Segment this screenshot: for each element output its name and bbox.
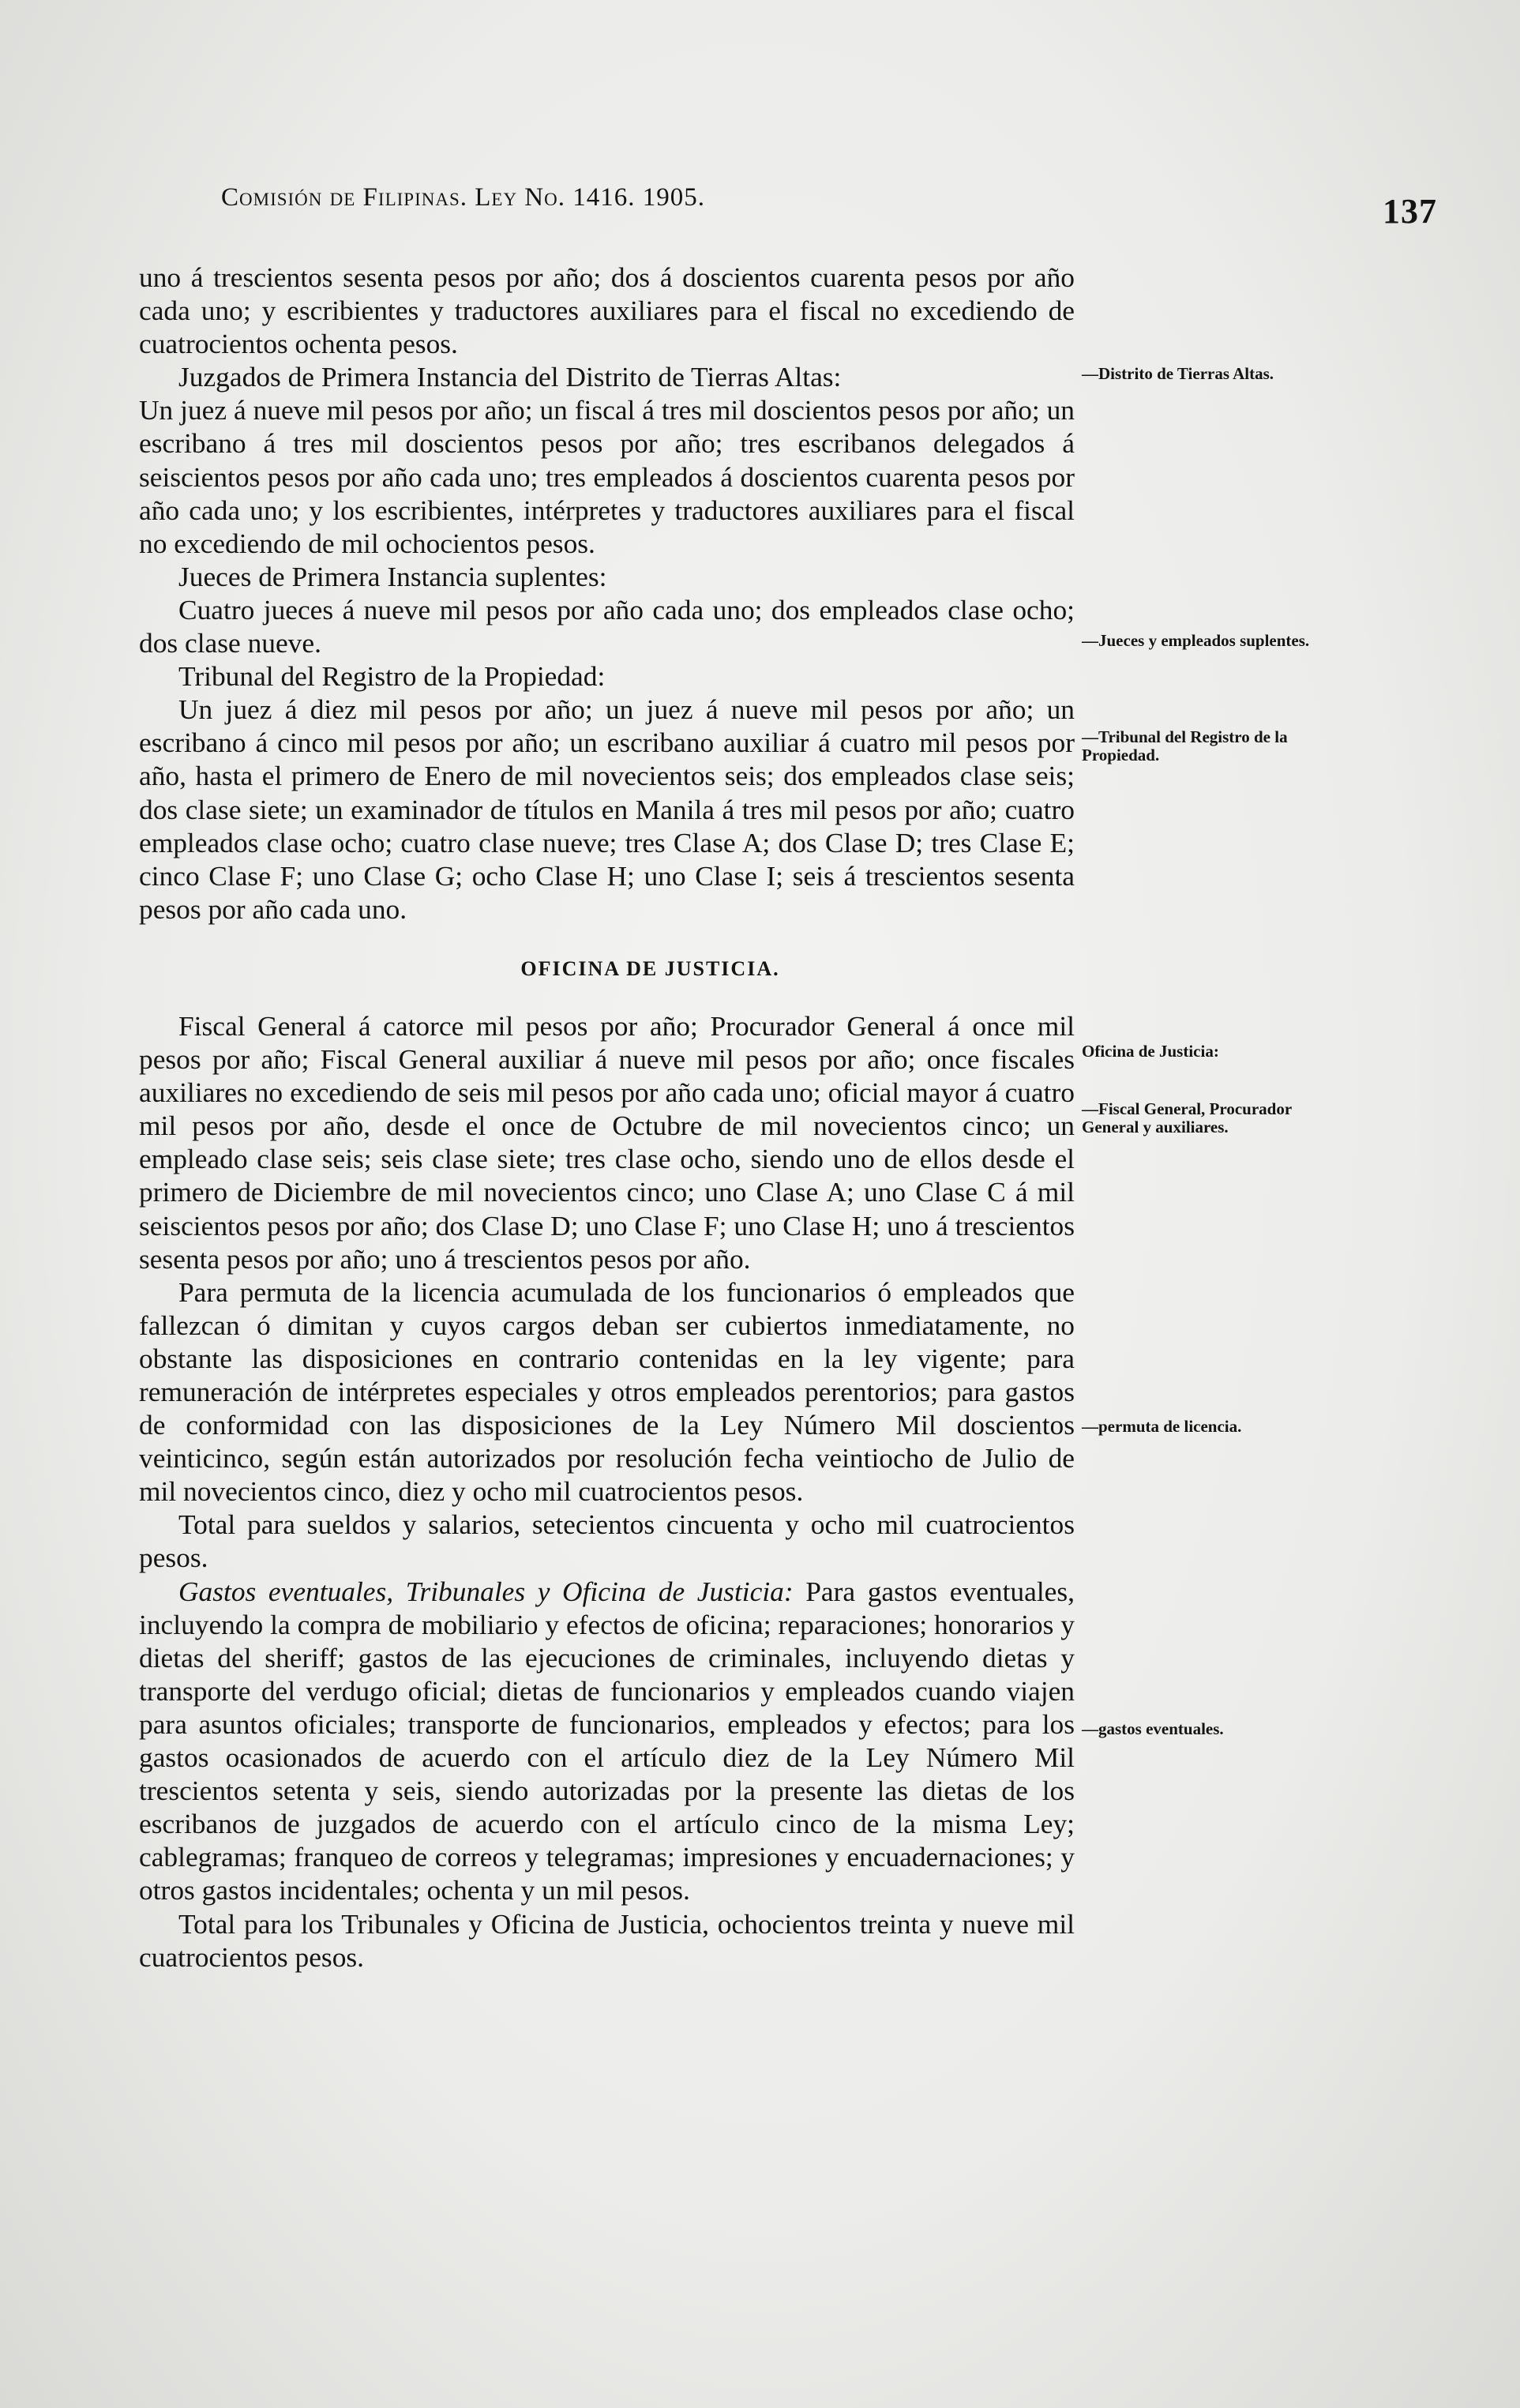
main-text: [139, 261, 1075, 1974]
italic-lead: Gastos eventuales, Tribunales y Oficina de Justicia:: [178, 1575, 794, 1607]
margin-note: —Tribunal del Registro de la Propiedad.: [1082, 727, 1288, 764]
margin-note: Oficina de Justicia:: [1082, 1042, 1219, 1061]
page-number: 137: [1383, 192, 1437, 231]
paragraph: [139, 1575, 1075, 1907]
paragraph: Cuatro jueces á nueve mil pesos por año cada uno; dos empleados clase ocho; dos clase nueve.: [139, 593, 1075, 659]
paragraph: Para permuta de la licencia acumulada de los funcionarios ó empleados que fallezcan ó dimitan y cuyos cargos deban ser cubiertos inmediatamente, no obstante las disposiciones en contrario contenidas en la ley vigente; para remuneración de intérpretes especiales y otros empleados perentorios; para gastos de conformidad con las disposiciones de la Ley Número Mil doscientos veinticinco, según están autorizados por resolución fecha veintiocho de Julio de mil novecientos cinco, diez y ocho mil cuatrocientos pesos.: [139, 1275, 1075, 1508]
margin-note: —permuta de licencia.: [1082, 1417, 1242, 1436]
paragraph: Un juez á diez mil pesos por año; un juez á nueve mil pesos por año; un escribano á cinco mil pesos por año; un escribano auxiliar á cuatro mil pesos por año, hasta el primero de Enero de mil novecientos seis; dos empleados clase seis; dos clase siete; un examinador de títulos en Manila á tres mil pesos por año; cuatro empleados clase ocho; cuatro clase nueve; tres Clase A; dos Clase D; tres Clase E; cinco Clase F; uno Clase G; ocho Clase H; uno Clase I; seis á trescientos sesenta pesos por año cada uno.: [139, 693, 1075, 925]
subheading: Tribunal del Registro de la Propiedad:: [178, 660, 606, 693]
margin-note: —gastos eventuales.: [1082, 1719, 1224, 1738]
subheading: Juzgados de Primera Instancia del Distrito de Tierras Altas:: [178, 361, 842, 393]
subheading: Jueces de Primera Instancia suplentes:: [178, 560, 607, 592]
margin-note: —Fiscal General, Procurador General y auxiliares.: [1082, 1099, 1292, 1136]
running-title: Comisión de Filipinas. Ley No. 1416. 1905.: [221, 183, 706, 212]
paragraph-text: Para gastos eventuales, incluyendo la compra de mobiliario y efectos de oficina; reparaciones; honorarios y dietas del sheriff; gastos de las ejecuciones de criminales, incluyendo dietas y transporte del verdugo oficial; dietas de funcionarios y empleados cuando viajen para asuntos oficiales; transporte de funcionarios, empleados y efectos; para los gastos ocasionados de acuerdo con el artículo diez de la Ley Número Mil trescientos setenta y seis, siendo autorizadas por la presente las dietas de los escribanos de juzgados de acuerdo con el artículo cinco de la misma Ley; cablegramas; franqueo de correos y telegramas; impresiones y encuadernaciones; y otros gastos incidentales; ochenta y un mil pesos.: [139, 1575, 1075, 1906]
paragraph: Total para sueldos y salarios, setecientos cincuenta y ocho mil cuatrocientos pesos.: [139, 1508, 1075, 1574]
paragraph: uno á trescientos sesenta pesos por año; dos á doscientos cuarenta pesos por año cada uno; y escribientes y traductores auxiliares para el fiscal no excediendo de cuatrocientos ochenta pesos.: [139, 261, 1075, 360]
paragraph: Fiscal General á catorce mil pesos por año; Procurador General á once mil pesos por año; Fiscal General auxiliar á nueve mil pesos por año; once fiscales auxiliares no excediendo de seis mil pesos por año cada uno; oficial mayor á cuatro mil pesos por año, desde el once de Octubre de mil novecientos cinco; un empleado clase seis; seis clase siete; tres clase ocho, siendo uno de ellos desde el primero de Diciembre de mil novecientos cinco; uno Clase A; uno Clase C á mil seiscientos pesos por año; dos Clase D; uno Clase F; uno Clase H; uno á trescientos sesenta pesos por año; uno á trescientos pesos por año.: [139, 1009, 1075, 1275]
margin-note: —Distrito de Tierras Altas.: [1082, 364, 1274, 383]
paragraph: Total para los Tribunales y Oficina de Justicia, ochocientos treinta y nueve mil cuatrocientos pesos.: [139, 1907, 1075, 1973]
section-title: OFICINA DE JUSTICIA.: [520, 956, 780, 980]
margin-note: —Jueces y empleados suplentes.: [1082, 631, 1310, 650]
page-header: [221, 183, 1437, 231]
paragraph: Un juez á nueve mil pesos por año; un fiscal á tres mil doscientos pesos por año; un escribano á tres mil doscientos pesos por año; tres escribanos delegados á seiscientos pesos por año cada uno; tres empleados á doscientos cuarenta pesos por año cada uno; y los escribientes, intérpretes y traductores auxiliares para el fiscal no excediendo de mil ochocientos pesos.: [139, 394, 1075, 559]
